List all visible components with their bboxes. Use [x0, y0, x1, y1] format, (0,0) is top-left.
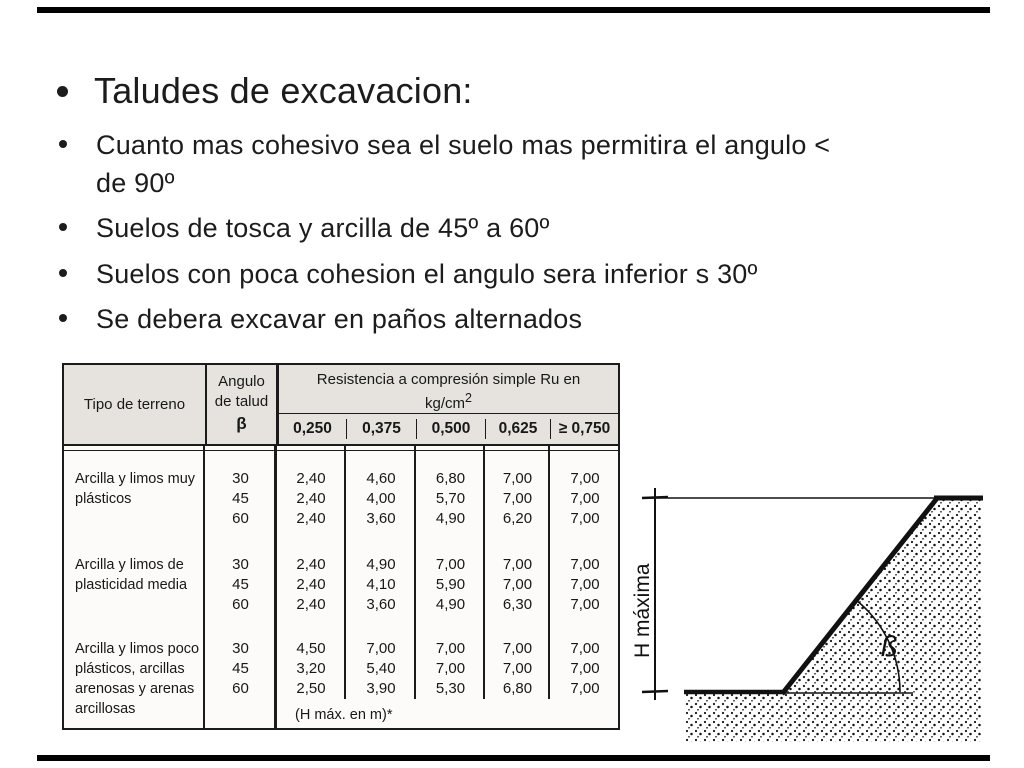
soil-table [62, 363, 620, 730]
value-cell: 7,00 7,00 6,80 [502, 640, 533, 697]
threshold-cell: 0,375 [346, 419, 416, 439]
bullet-text: Suelos de tosca y arcilla de 45º a 60º [96, 213, 550, 243]
page-title: Taludes de excavacion: [94, 70, 473, 111]
bullet-icon [59, 223, 67, 231]
value-cell: 7,00 7,00 7,00 [570, 556, 600, 613]
table-footnote: (H máx. en m)* [295, 707, 393, 723]
header-terrain: Tipo de terreno [83, 395, 186, 413]
table-row-group [64, 469, 620, 529]
angle-cell: 30 45 60 [232, 640, 249, 697]
value-cell: 2,40 2,40 2,40 [296, 470, 326, 527]
header-angle: Angulo de talud β [205, 365, 276, 444]
value-cell: 7,00 5,90 4,90 [435, 556, 466, 613]
title-bullet-icon [57, 86, 68, 97]
angle-cell: 30 45 60 [232, 470, 249, 527]
soil-texture [686, 498, 983, 742]
threshold-cell: 0,250 [293, 420, 332, 437]
dimension-tick-bottom [642, 691, 668, 692]
bullet-icon [59, 140, 67, 148]
threshold-cell: 0,625 [485, 419, 550, 439]
terrain-cell: Arcilla y limos de plasticidad media [75, 557, 188, 593]
terrain-cell: Arcilla y limos muy plásticos [75, 471, 196, 507]
slope-diagram [622, 450, 1024, 762]
terrain-cell: Arcilla y limos poco plásticos, arcillas arenosas y arenas arcillosas [75, 641, 200, 717]
table-body [64, 446, 618, 728]
threshold-row [279, 414, 618, 444]
bullet-text: Cuanto mas cohesivo sea el suelo mas permitira el angulo < de 90º [96, 130, 831, 198]
value-cell: 7,00 7,00 6,30 [502, 556, 533, 613]
value-cell: 7,00 5,40 3,90 [366, 640, 396, 697]
threshold-cell: 0,500 [416, 419, 485, 439]
top-rule [37, 7, 990, 13]
resistance-title: Resistencia a compresión simple Ru en $kg/cm^2$ [279, 365, 618, 414]
bullet-icon [59, 314, 67, 322]
value-cell: 2,40 2,40 2,40 [296, 556, 326, 613]
value-cell: 7,00 7,00 5,30 [435, 640, 466, 697]
value-cell: 4,50 3,20 2,50 [296, 640, 326, 697]
value-cell: 7,00 7,00 7,00 [570, 470, 600, 527]
value-cell: 4,90 4,10 3,60 [366, 556, 396, 613]
height-label: H máxima [631, 563, 654, 658]
angle-label: ß [880, 630, 898, 663]
value-cell: 4,60 4,00 3,60 [366, 470, 396, 527]
threshold-cell: ≥ 0,750 [550, 419, 618, 439]
table-row-group [64, 555, 620, 615]
value-cell: 7,00 7,00 6,20 [502, 470, 533, 527]
value-cell: 6,80 5,70 4,90 [435, 470, 466, 527]
table-row-group [64, 639, 620, 719]
bullet-text: Se debera excavar en paños alternados [96, 304, 583, 334]
bullet-icon [59, 269, 67, 277]
bullet-text: Suelos con poca cohesion el angulo sera inferior s 30º [96, 259, 758, 289]
table-header [64, 365, 618, 446]
angle-cell: 30 45 60 [232, 556, 249, 613]
value-cell: 7,00 7,00 7,00 [570, 640, 600, 697]
beta-symbol: β [236, 414, 247, 433]
header-resistance [276, 365, 618, 444]
